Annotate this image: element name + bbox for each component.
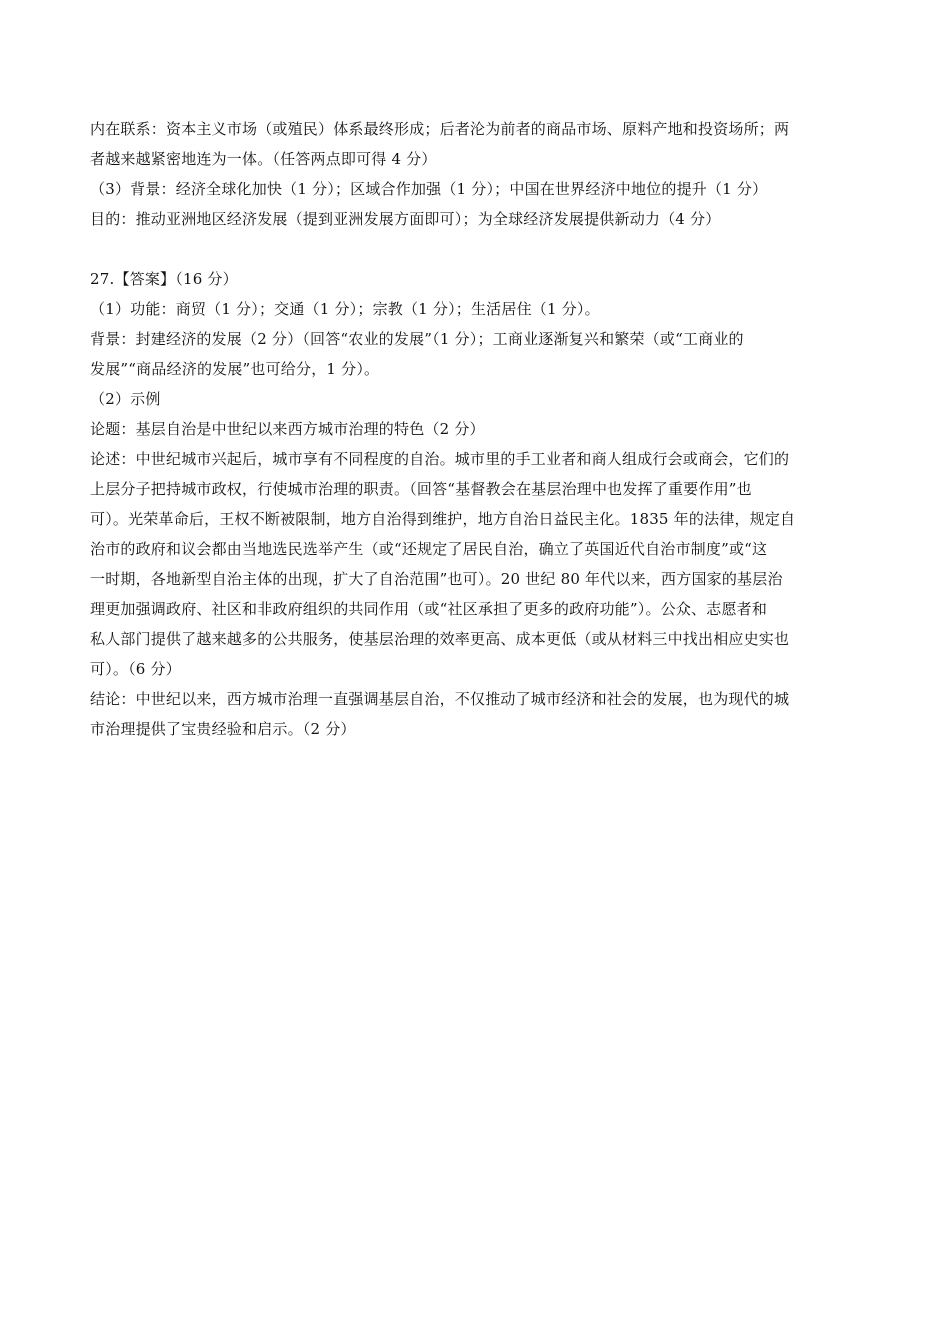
section-27 (90, 264, 860, 744)
text-line: 者越来越紧密地连为一体。（任答两点即可得 4 分） (90, 150, 437, 168)
text-line: 治市的政府和议会都由当地选民选举产生（或“还规定了居民自治，确立了英国近代自治市制度”或“这 (90, 540, 768, 558)
text-line: 结论：中世纪以来，西方城市治理一直强调基层自治，不仅推动了城市经济和社会的发展，也为现代的城 (90, 690, 790, 708)
text-line: 论题：基层自治是中世纪以来西方城市治理的特色（2 分） (90, 420, 485, 438)
text-line: 上层分子把持城市政权，行使城市治理的职责。（回答“基督教会在基层治理中也发挥了重要作用”也 (90, 480, 752, 498)
text-line: 理更加强调政府、社区和非政府组织的共同作用（或“社区承担了更多的政府功能”）。公众、志愿者和 (90, 600, 768, 618)
text-line: 目的：推动亚洲地区经济发展（提到亚洲发展方面即可）；为全球经济发展提供新动力（4 分） (90, 210, 721, 228)
text-line: 背景：封建经济的发展（2 分）（回答“农业的发展”（1 分）；工商业逐渐复兴和繁荣（或“工商业的 (90, 330, 744, 348)
answer-content (90, 114, 860, 744)
text-line: 论述：中世纪城市兴起后，城市享有不同程度的自治。城市里的手工业者和商人组成行会或商会，它们的 (90, 450, 790, 468)
text-line: （3）背景：经济全球化加快（1 分）；区域合作加强（1 分）；中国在世界经济中地位的提升（1 分） (90, 180, 768, 198)
section-spacer (90, 234, 860, 264)
section-26-continuation (90, 114, 860, 234)
text-line: 市治理提供了宝贵经验和启示。（2 分） (90, 720, 356, 738)
section-heading: 27.【答案】（16 分） (90, 270, 238, 288)
text-line: 可）。光荣革命后，王权不断被限制，地方自治得到维护，地方自治日益民主化。1835 年的法律，规定自 (90, 510, 796, 528)
text-line: 私人部门提供了越来越多的公共服务，使基层治理的效率更高、成本更低（或从材料三中找出相应史实也 (90, 630, 790, 648)
text-line: 内在联系：资本主义市场（或殖民）体系最终形成；后者沦为前者的商品市场、原料产地和投资场所；两 (90, 120, 790, 138)
text-line: （1）功能：商贸（1 分）；交通（1 分）；宗教（1 分）；生活居住（1 分）。 (90, 300, 600, 318)
text-line: （2）示例 (90, 390, 161, 408)
text-line: 一时期，各地新型自治主体的出现，扩大了自治范围”也可）。20 世纪 80 年代以来，西方国家的基层治 (90, 570, 783, 588)
text-line: 发展”“商品经济的发展”也可给分，1 分）。 (90, 360, 380, 378)
text-line: 可）。（6 分） (90, 660, 181, 678)
